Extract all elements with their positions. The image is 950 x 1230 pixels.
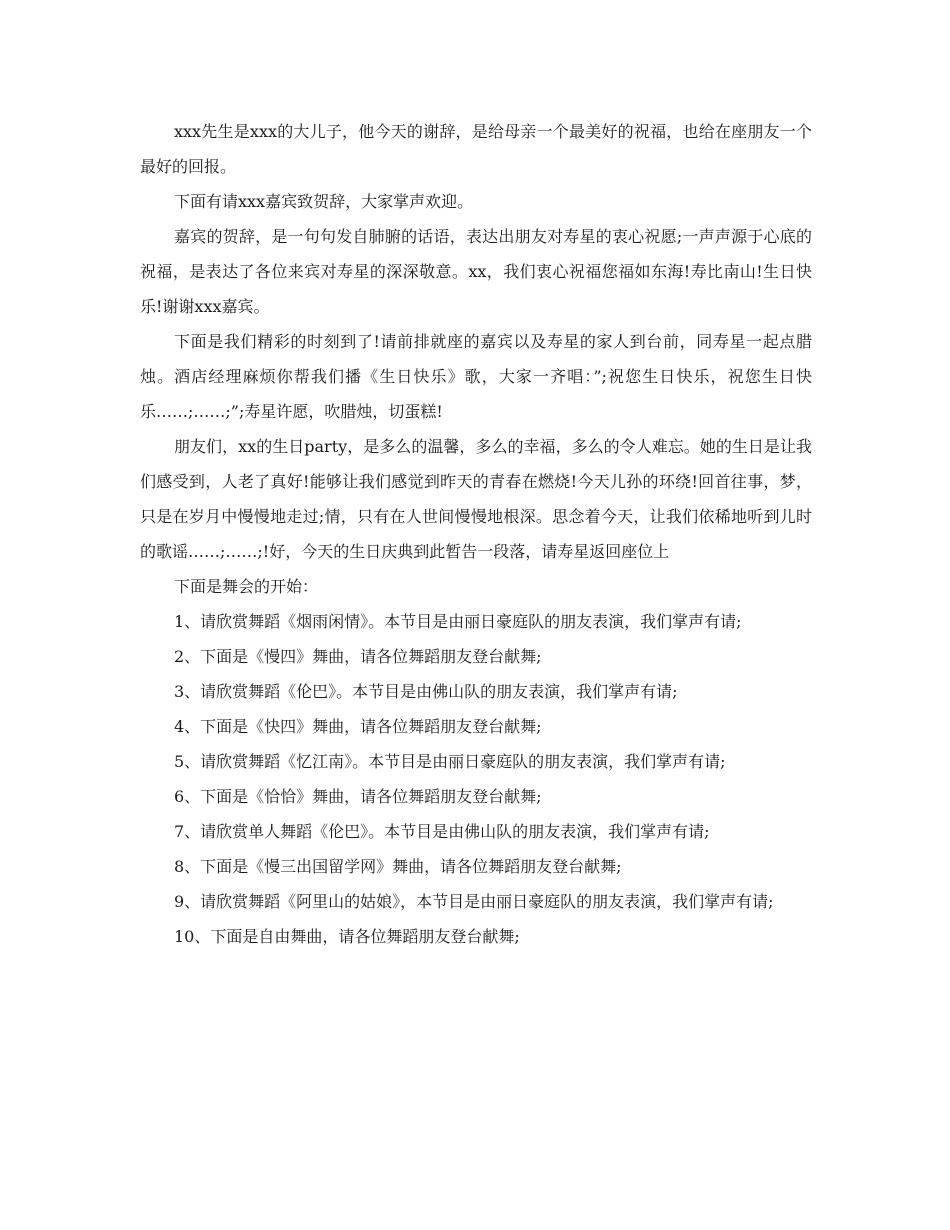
dance-program-list <box>140 604 812 954</box>
list-item: 10、下面是自由舞曲，请各位舞蹈朋友登台献舞; <box>174 927 520 946</box>
document-body <box>140 114 812 954</box>
paragraph-son-speech: xxx先生是xxx的大儿子，他今天的谢辞，是给母亲一个最美好的祝福，也给在座朋友一个最好的回报。 <box>140 122 812 176</box>
list-item: 7、请欣赏单人舞蹈《伦巴》。本节目是由佛山队的朋友表演，我们掌声有请; <box>174 822 710 841</box>
paragraph-dance-start: 下面是舞会的开始： <box>174 577 319 596</box>
list-item: 4、下面是《快四》舞曲，请各位舞蹈朋友登台献舞; <box>174 717 542 736</box>
paragraph-party-reflection: 朋友们，xx的生日party，是多么的温馨，多么的幸福，多么的令人难忘。她的生日是让我们感受到，人老了真好!能够让我们感觉到昨天的青春在燃烧!今天儿孙的环绕!回首往事，梦，只是在岁月中慢慢地走过;情，只有在人世间慢慢地根深。思念着今天，让我们依稀地听到儿时的歌谣……;……;!好，今天的生日庆典到此暂告一段落，请寿星返回座位上 <box>140 437 812 561</box>
paragraph-guest-invite: 下面有请xxx嘉宾致贺辞，大家掌声欢迎。 <box>174 192 474 211</box>
list-item: 8、下面是《慢三出国留学网》舞曲，请各位舞蹈朋友登台献舞; <box>174 857 622 876</box>
list-item: 2、下面是《慢四》舞曲，请各位舞蹈朋友登台献舞; <box>174 647 542 666</box>
list-item: 9、请欣赏舞蹈《阿里山的姑娘》，本节目是由丽日豪庭队的朋友表演，我们掌声有请; <box>174 892 774 911</box>
list-item: 1、请欣赏舞蹈《烟雨闲情》。本节目是由丽日豪庭队的朋友表演，我们掌声有请; <box>174 612 742 631</box>
list-item: 6、下面是《恰恰》舞曲，请各位舞蹈朋友登台献舞; <box>174 787 542 806</box>
list-item: 5、请欣赏舞蹈《忆江南》。本节目是由丽日豪庭队的朋友表演，我们掌声有请; <box>174 752 726 771</box>
list-item: 3、请欣赏舞蹈《伦巴》。本节目是由佛山队的朋友表演，我们掌声有请; <box>174 682 678 701</box>
paragraph-candle-lighting: 下面是我们精彩的时刻到了!请前排就座的嘉宾以及寿星的家人到台前，同寿星一起点腊烛。酒店经理麻烦你帮我们播《生日快乐》歌，大家一齐唱：”;祝您生日快乐，祝您生日快乐……;……;”;寿星许愿，吹腊烛，切蛋糕! <box>140 332 812 421</box>
paragraph-guest-speech: 嘉宾的贺辞，是一句句发自肺腑的话语，表达出朋友对寿星的衷心祝愿;一声声源于心底的祝福，是表达了各位来宾对寿星的深深敬意。xx，我们衷心祝福您福如东海!寿比南山!生日快乐!谢谢xxx嘉宾。 <box>140 227 812 316</box>
